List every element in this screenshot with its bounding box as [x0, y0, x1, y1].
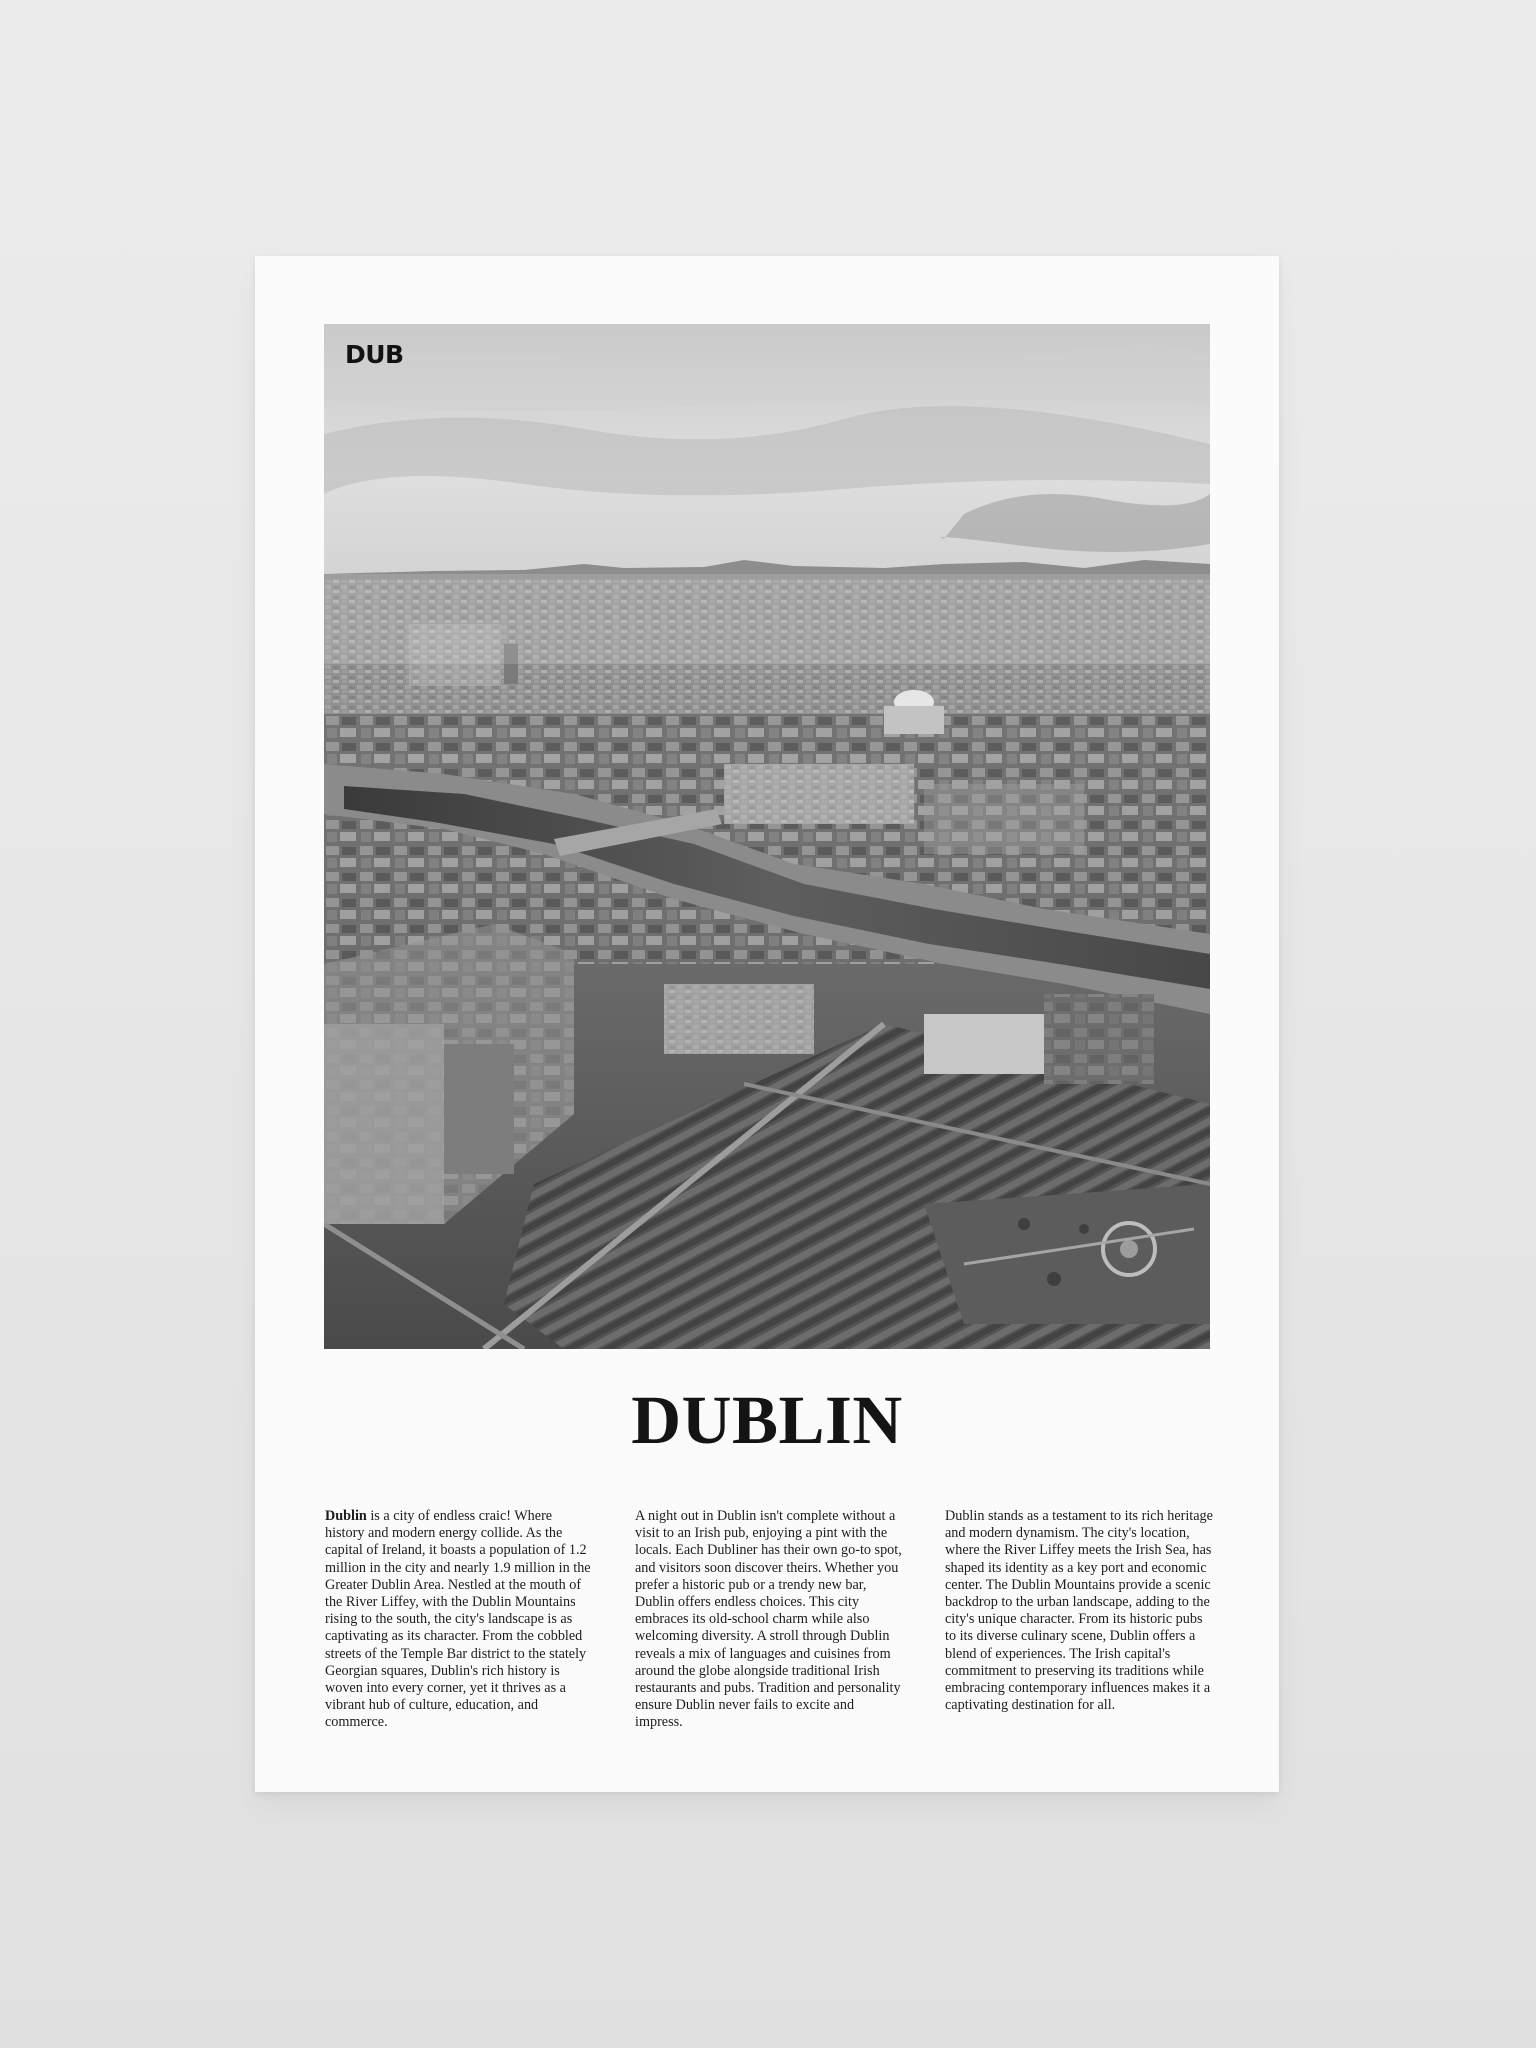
dublin-aerial-photo — [324, 324, 1210, 1349]
description-columns — [325, 1508, 1215, 1732]
description-column-1 — [325, 1508, 595, 1732]
column-1-lead: Dublin — [325, 1508, 367, 1524]
dublin-poster — [255, 256, 1279, 1792]
description-column-2 — [635, 1508, 905, 1732]
poster-title: DUBLIN — [631, 1382, 903, 1458]
column-2-text: A night out in Dublin isn't complete without a visit to an Irish pub, enjoying a pint with the locals. Each Dubliner has their own go-to spot, and visitors soon discover theirs. Whether you prefer a historic pub or a trendy new bar, Dublin offers endless choices. This city embraces its old-school charm while also welcoming diversity. A stroll through Dublin reveals a mix of languages and cuisines from around the globe alongside traditional Irish restaurants and pubs. Tradition and personality ensure Dublin never fails to excite and impress. — [635, 1508, 902, 1731]
city-aerial-image — [324, 324, 1210, 1349]
column-3-text: Dublin stands as a testament to its rich heritage and modern dynamism. The city's location, where the River Liffey meets the Irish Sea, has shaped its identity as a key port and economic center. The Dublin Mountains provide a scenic backdrop to the urban landscape, adding to the city's unique character. From its historic pubs to its diverse culinary scene, Dublin offers a blend of experiences. The Irish capital's commitment to preserving its traditions while embracing contemporary influences makes it a captivating destination for all. — [945, 1508, 1213, 1714]
description-column-3 — [945, 1508, 1215, 1732]
column-1-text: is a city of endless craic! Where history and modern energy collide. As the capital of Ireland, it boasts a population of 1.2 million in the city and nearly 1.9 million in the Greater Dublin Area. Nestled at the mouth of the River Liffey, with the Dublin Mountains rising to the south, the city's landscape is as captivating as its character. From the cobbled streets of the Temple Bar district to the stately Georgian squares, Dublin's rich history is woven into every corner, yet it thrives as a vibrant hub of culture, education, and commerce. — [325, 1508, 591, 1731]
city-code-label: DUB — [345, 340, 404, 369]
